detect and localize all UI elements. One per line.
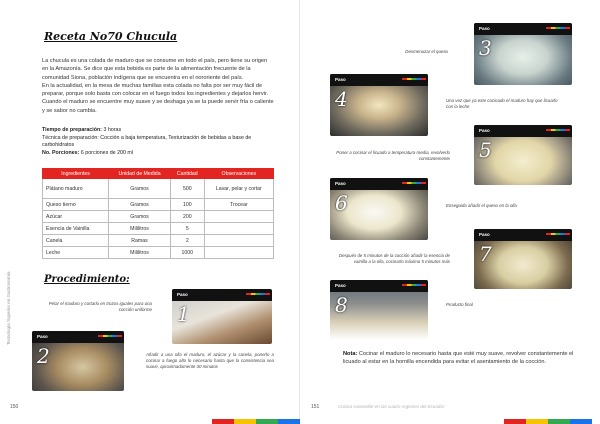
table-cell: Canela xyxy=(43,235,109,247)
step-8-stripe xyxy=(402,284,426,286)
col-header-cantidad: Cantidad xyxy=(170,169,204,179)
step-8-tag-label: Paso xyxy=(335,283,346,288)
table-cell: Mililitros xyxy=(109,247,171,259)
step-8-photo xyxy=(330,280,428,340)
table-cell: 2 xyxy=(170,235,204,247)
side-label: Tecnología Superior en Gastronomía xyxy=(6,271,11,345)
portions-label: No. Porciones: xyxy=(42,149,80,156)
step-5-tag xyxy=(474,125,572,137)
recipe-intro xyxy=(42,57,274,115)
bar-red xyxy=(504,419,526,424)
col-header-observaciones: Observaciones xyxy=(204,169,273,179)
table-cell: Plátano maduro xyxy=(43,179,109,199)
table-cell: 500 xyxy=(170,179,204,199)
step-1-caption: Pelar el maduro y cortarlo en trozos iguales para una cocción uniforme xyxy=(48,301,152,312)
table-cell: Mililitros xyxy=(109,223,171,235)
bar-green xyxy=(256,419,278,424)
recipe-title: Receta No70 Chucula xyxy=(44,30,178,43)
step-7-photo xyxy=(474,229,572,289)
table-cell: 100 xyxy=(170,199,204,211)
footer-note: Cocina sostenible en las cuatro regiones del Ecuador xyxy=(338,404,445,409)
col-header-ingredientes: Ingredientes xyxy=(43,169,109,179)
color-bar-left xyxy=(212,419,300,424)
table-cell: Leche xyxy=(43,247,109,259)
prep-time-value: 3 horas xyxy=(103,127,122,133)
step-5-tag-label: Paso xyxy=(479,128,490,133)
table-cell: Gramos xyxy=(109,199,171,211)
step-2-tag-label: Paso xyxy=(37,334,48,339)
procedure-title: Procedimiento: xyxy=(44,274,130,285)
table-cell xyxy=(204,211,273,223)
step-4-stripe xyxy=(402,78,426,80)
bar-red xyxy=(212,419,234,424)
step-7-stripe xyxy=(546,233,570,235)
step-3-tag xyxy=(474,23,572,35)
step-1-number: 1 xyxy=(177,302,190,326)
table-row xyxy=(43,179,274,199)
step-6-number: 6 xyxy=(335,191,348,215)
table-cell xyxy=(204,223,273,235)
page-number-right: 151 xyxy=(311,404,320,410)
step-3-number: 3 xyxy=(479,36,492,60)
step-1-stripe xyxy=(246,293,270,295)
bar-blue xyxy=(278,419,300,424)
table-cell: 200 xyxy=(170,211,204,223)
step-7-caption: Después de 5 minutos de la cocción añadir la esencia de vainilla a la olla, cocinarlo máximo 5 minutos más xyxy=(338,253,450,264)
table-cell: Queso tierno xyxy=(43,199,109,211)
step-5-photo xyxy=(474,125,572,185)
note-label: Nota: xyxy=(343,351,358,357)
ingredients-table xyxy=(42,168,274,259)
step-6-tag xyxy=(330,178,428,190)
step-4-caption: Una vez que ya este cocinado el maduro hay que licuarlo con la leche xyxy=(446,98,558,109)
step-3-photo xyxy=(474,23,572,85)
bar-green xyxy=(548,419,570,424)
note-text: Cocinar el maduro lo necesario hasta que esté muy suave, revolver constantemente el licuado al estar en la hornilla encendida para evitar el asentamiento de la cocción. xyxy=(343,351,574,365)
page-number-left: 150 xyxy=(10,404,19,410)
table-row xyxy=(43,199,274,211)
table-cell: 1000 xyxy=(170,247,204,259)
step-2-tag xyxy=(32,331,124,343)
prep-time-label: Tiempo de preparación: xyxy=(42,127,102,133)
prep-info xyxy=(42,127,274,157)
step-3-tag-label: Paso xyxy=(479,26,490,31)
table-cell: Esencia de Vainilla xyxy=(43,223,109,235)
bar-yellow xyxy=(234,419,256,424)
step-6-caption: Enseguida añadir el queso en la olla xyxy=(446,203,517,208)
intro-paragraph-1: La chucula es una colada de maduro que se consume en todo el país, pero tiene su origen en la Amazonía. Se dice que esta bebida es parte de la alimentación frecuente de la comunidad Siona, población indígena que se encuentra en el nororiente del país. xyxy=(42,58,268,81)
table-cell: Azúcar xyxy=(43,211,109,223)
step-8-number: 8 xyxy=(335,293,348,317)
table-cell: Ramas xyxy=(109,235,171,247)
table-row xyxy=(43,235,274,247)
intro-paragraph-2: En la actualidad, en la mesa de muchas familias esta colada no falta por ser muy fácil de preparar, porque solo basta con colocar en el fuego todos los ingredientes y dejarlos hervir. Cuando el maduro se encuentre muy suave y se deshaga ya se la puede servir fría o caliente y se sabor no cambia. xyxy=(42,82,274,114)
step-8-tag xyxy=(330,280,428,292)
table-cell xyxy=(204,247,273,259)
step-1-tag xyxy=(172,289,272,301)
step-7-number: 7 xyxy=(479,242,492,266)
table-header-row xyxy=(43,169,274,179)
bar-yellow xyxy=(526,419,548,424)
note-block xyxy=(343,351,575,367)
color-bar-right xyxy=(504,419,592,424)
step-2-number: 2 xyxy=(37,344,50,368)
portions-value: 6 porciones de 200 ml xyxy=(80,149,133,156)
step-6-photo xyxy=(330,178,428,240)
table-cell: 5 xyxy=(170,223,204,235)
step-1-tag-label: Paso xyxy=(177,292,188,297)
table-cell: Trocear xyxy=(204,199,273,211)
table-cell: Gramos xyxy=(109,179,171,199)
step-4-tag-label: Paso xyxy=(335,77,346,82)
step-4-photo xyxy=(330,74,428,136)
table-row xyxy=(43,211,274,223)
step-2-caption: Añadir a una olla el maduro, el azúcar y la canela, ponerlo a cocinar a fuego alto lo necesario hasta que la consistencia sea suave, aproximadamente 30 minutos xyxy=(146,352,274,369)
step-5-stripe xyxy=(546,129,570,131)
step-7-tag-label: Paso xyxy=(479,232,490,237)
step-3-caption: Desmenuzar el queso xyxy=(405,49,448,54)
table-row xyxy=(43,247,274,259)
table-cell: Lavar, pelar y cortar xyxy=(204,179,273,199)
col-header-unidad: Unidad de Medida xyxy=(109,169,171,179)
step-2-stripe xyxy=(98,335,122,337)
step-4-tag xyxy=(330,74,428,86)
step-6-stripe xyxy=(402,182,426,184)
table-cell xyxy=(204,235,273,247)
step-3-stripe xyxy=(546,27,570,29)
step-1-photo xyxy=(172,289,272,344)
table-cell: Gramos xyxy=(109,211,171,223)
step-4-number: 4 xyxy=(335,87,348,111)
step-2-photo xyxy=(32,331,124,391)
bar-blue xyxy=(570,419,592,424)
technique-text: Técnica de preparación: Cocción a baja temperatura, Texturización de bebidas a base de carbohidratos xyxy=(42,134,252,149)
step-7-tag xyxy=(474,229,572,241)
step-5-number: 5 xyxy=(479,138,492,162)
step-5-caption: Poner a cocinar el licuado a temperatura media, revolverlo constantemente xyxy=(336,150,450,161)
step-6-tag-label: Paso xyxy=(335,181,346,186)
step-8-caption: Producto final xyxy=(446,302,473,307)
table-row xyxy=(43,223,274,235)
